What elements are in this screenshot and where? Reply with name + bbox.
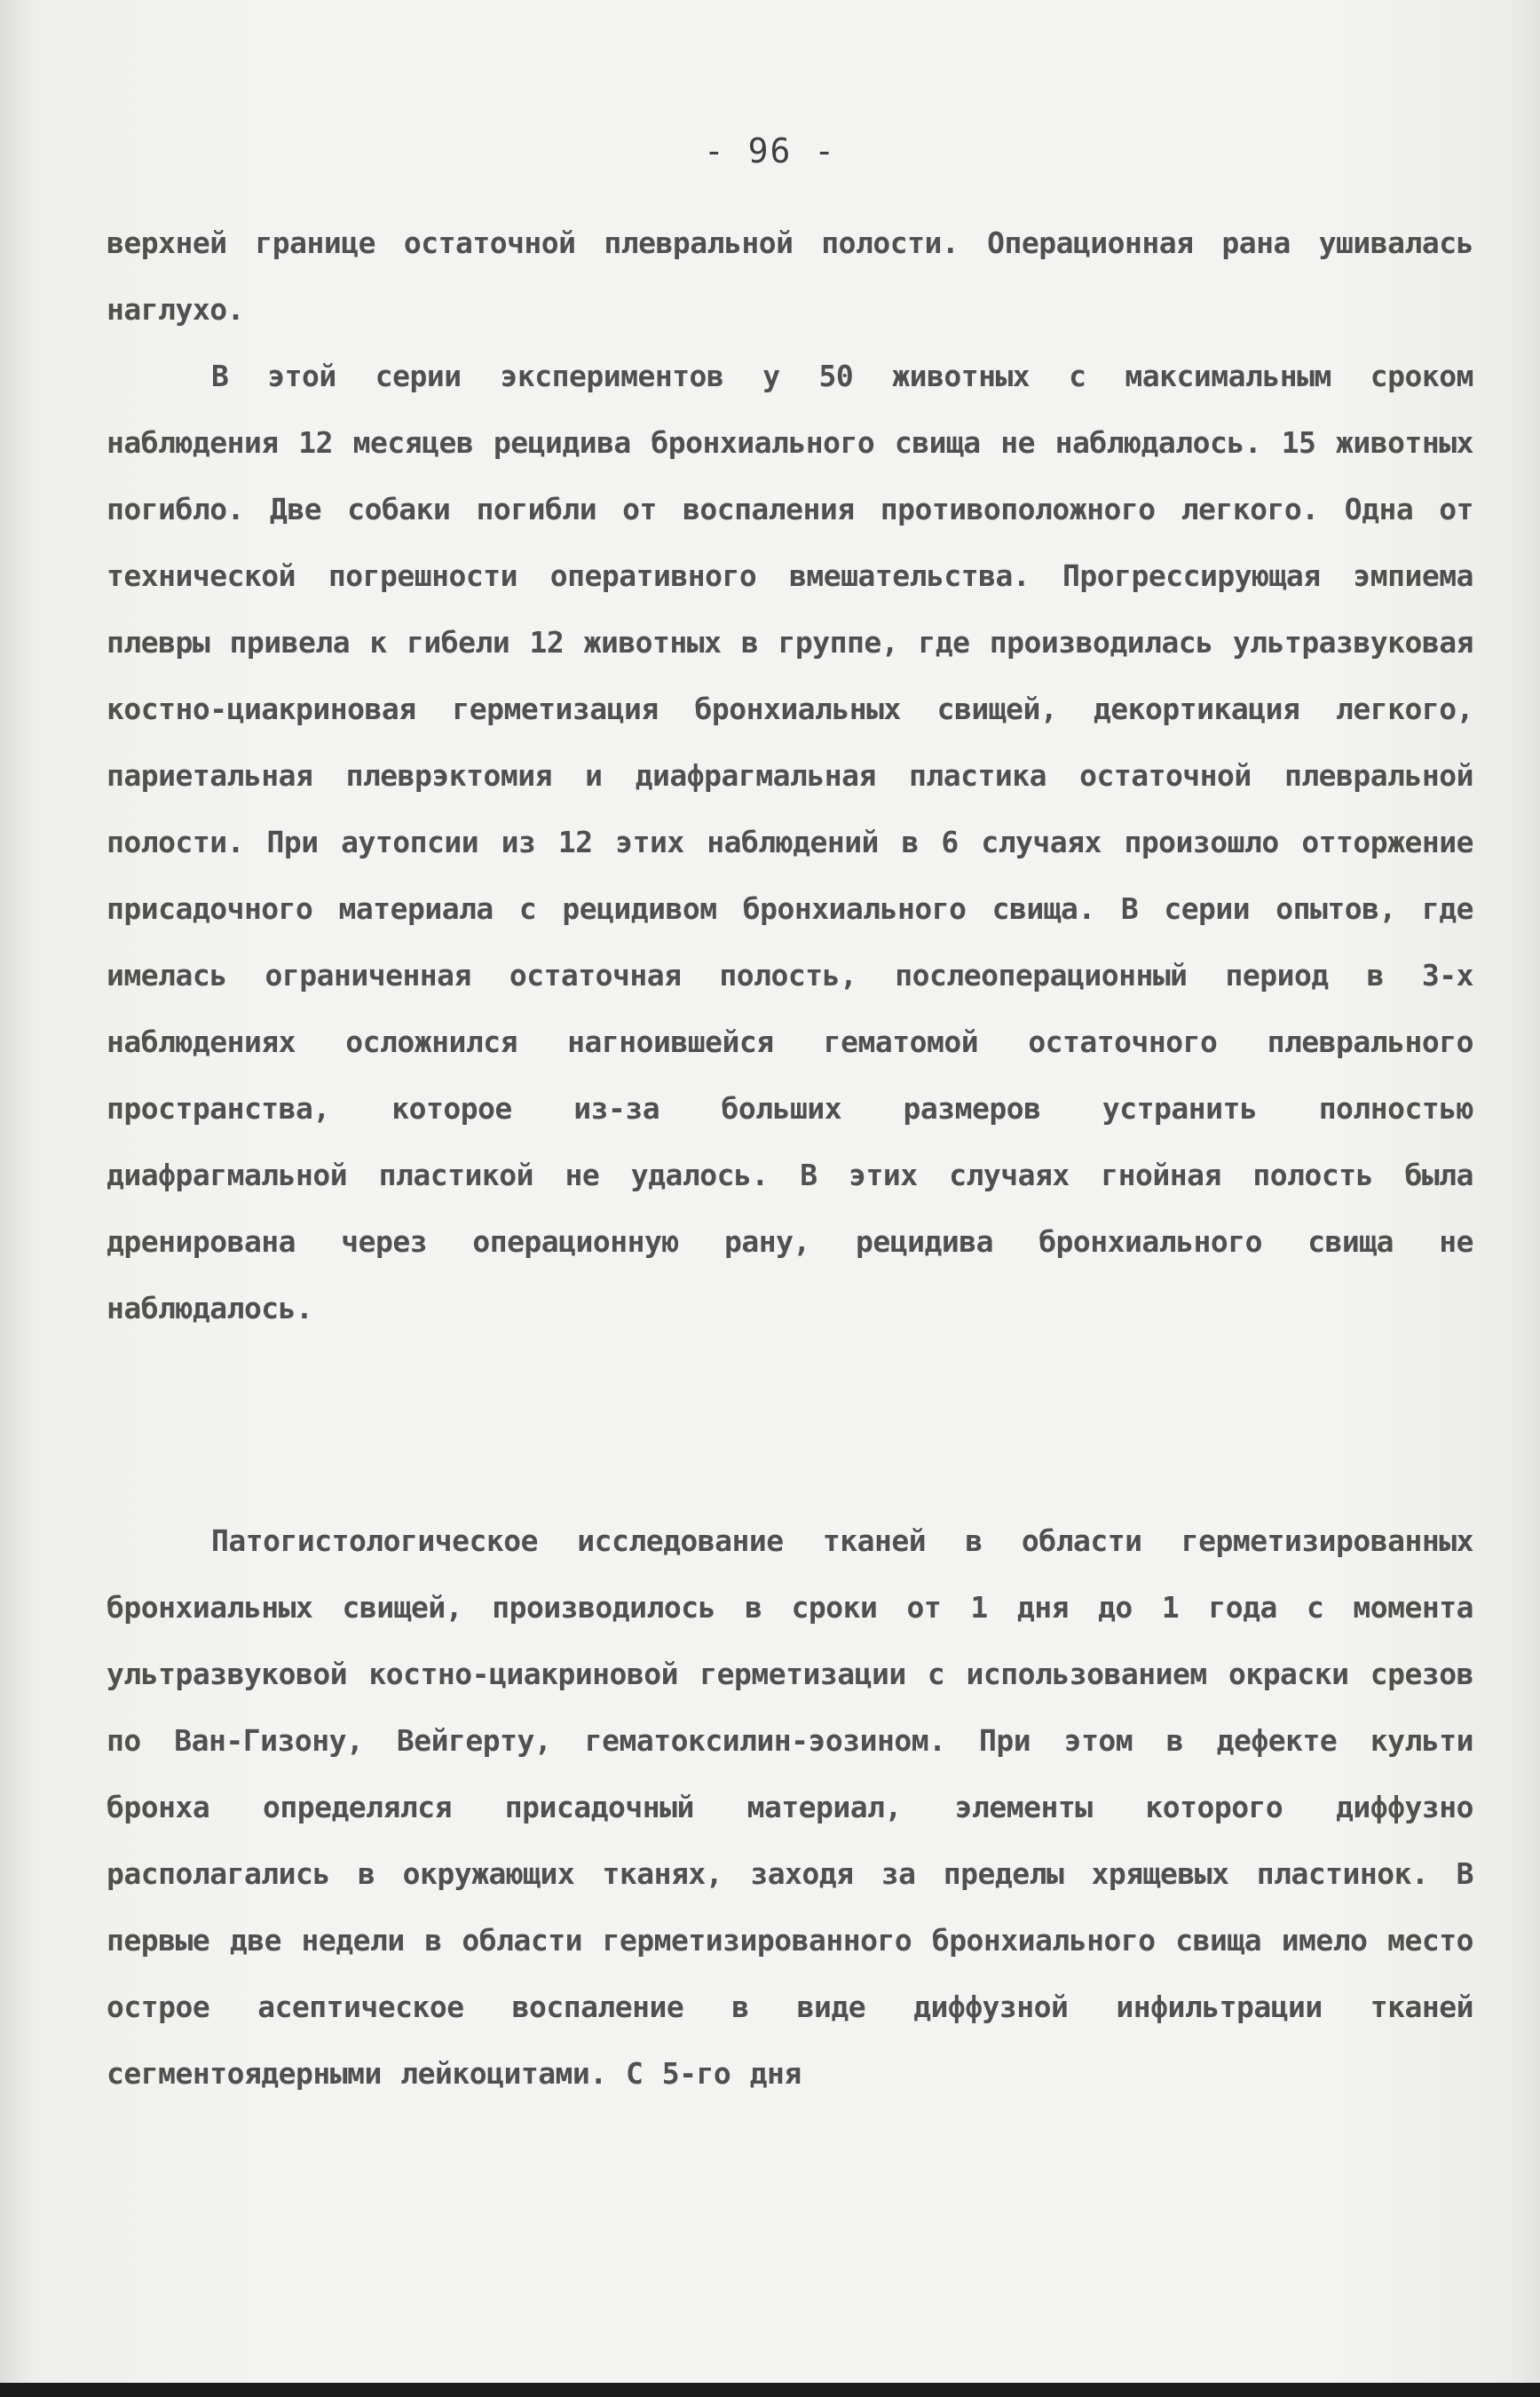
page-number: - 96 - bbox=[703, 131, 837, 170]
paragraph-3: Патогистологическое исследование тканей в области герметизированных бронхиальных свищей, производилось в сроки от 1 дня до 1 года с момента ультразвуковой костно-циакриновой герметизации с использованием окраски срезов по Ван-Гизону, Вейгерту, гематоксилин-эозином. При этом в дефекте культи бронха определялся присадочный материал, элементы которого диффузно располагались в окружающих тканях, заходя за пределы хрящевых пластинок. В первые две недели в области герметизированного бронхиального свища имело место острое асептическое воспаление в виде диффузной инфильтрации тканей сегментоядерными лейкоцитами. С 5-го дня bbox=[107, 1523, 1473, 2091]
paragraph-1: верхней границе остаточной плевральной полости. Операционная рана ушивалась наглухо. bbox=[107, 225, 1473, 327]
scan-bottom-edge bbox=[0, 2383, 1540, 2397]
paragraph-2: В этой серии экспериментов у 50 животных с максимальным сроком наблюдения 12 месяцев рецидива бронхиального свища не наблюдалось. 15 животных погибло. Две собаки погибли от воспаления противоположного легкого. Одна от технической погрешности оперативного вмешательства. Прогрессирующая эмпиема плевры привела к гибели 12 животных в группе, где производилась ультразвуковая костно-циакриновая герметизация бронхиальных свищей, декортикация легкого, париетальная плеврэктомия и диафрагмальная пластика остаточной плевральной полости. При аутопсии из 12 этих наблюдений в 6 случаях произошло отторжение присадочного материала с рецидивом бронхиального свища. В серии опытов, где имелась ограниченная остаточная полость, послеоперационный период в 3-х наблюдениях осложнился нагноившейся гематомой остаточного плеврального пространства, которое из-за больших размеров устранить полностью диафрагмальной пластикой не удалось. В этих случаях гнойная полость была дренирована через операционную рану, рецидива бронхиального свища не наблюдалось. bbox=[107, 359, 1473, 1325]
